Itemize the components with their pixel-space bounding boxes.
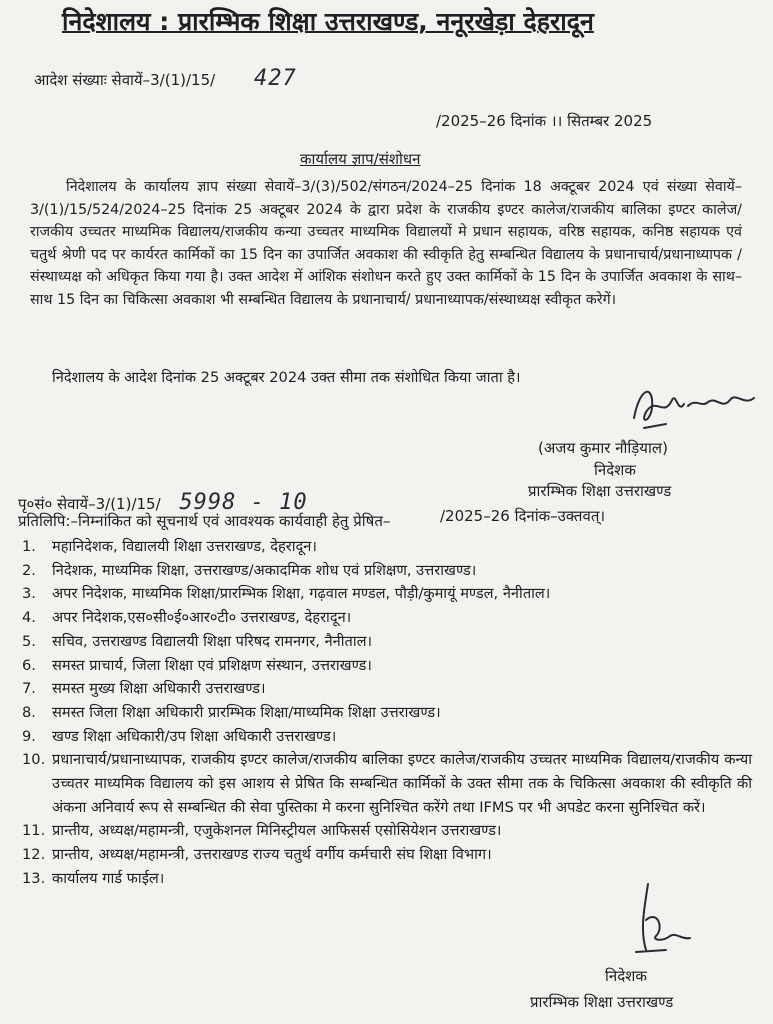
order-date: /2025–26 दिनांक ।। सितम्बर 2025 [436, 112, 653, 130]
copy-intro: प्रतिलिपि:–निम्नांकित को सूचनार्थ एवं आवश्यक कार्यवाही हेतु प्रेषित– [18, 512, 391, 530]
office-title: निदेशालय : प्रारम्भिक शिक्षा उत्तराखण्ड, ननूरखेड़ा देहरादून [62, 7, 594, 36]
list-item: 6. समस्त प्राचार्य, जिला शिक्षा एवं प्रशिक्षण संस्थान, उत्तराखण्ड। [22, 656, 372, 674]
list-item: 10. प्रधानाचार्य/प्रधानाध्यापक, राजकीय इण्टर कालेज/राजकीय बालिका इण्टर कालेज/राजकीय उच्चतर माध्यमिक विद्यालय/राजकीय कन्या उच्चतर माध्यमिक विद्यालय को इस आशय से प्रेषित कि सम्बन्धित कार्मिकों के उक्त सीमा तक के चिकित्सा अवकाश की स्वीकृति की अंकना अनिवार्य रूप से सम्बन्धित की सेवा पुस्तिका मे करना सुनिश्चित करेंगे तथा IFMS पर भी अपडेट करना सुनिश्चित करें। [22, 751, 752, 816]
list-item: 3. अपर निदेशक, माध्यमिक शिक्षा/प्रारम्भिक शिक्षा, गढ़वाल मण्डल, पौड़ी/कुमायूं मण्डल, नैनीताल। [22, 585, 551, 603]
signatory-name: (अजय कुमार नौड़ियाल) [538, 439, 668, 457]
list-item: 5. सचिव, उत्तराखण्ड विद्यालयी शिक्षा परिषद रामनगर, नैनीताल। [22, 632, 373, 650]
footer-department: प्रारम्भिक शिक्षा उत्तराखण्ड [530, 993, 674, 1011]
signature-mark [618, 880, 708, 960]
copy-date: /2025–26 दिनांक–उक्तवत्। [440, 507, 606, 525]
signatory-department: प्रारम्भिक शिक्षा उत्तराखण्ड [528, 482, 672, 500]
subject-heading: कार्यालय ज्ञाप/संशोधन [300, 150, 421, 168]
order-prefix: आदेश संख्याः सेवायें–3/(1)/15/ [34, 71, 216, 89]
list-item: 2. निदेशक, माध्यमिक शिक्षा, उत्तराखण्ड/अकादमिक शोध एवं प्रशिक्षण, उत्तराखण्ड। [22, 561, 477, 579]
amendment-paragraph: निदेशालय के आदेश दिनांक 25 अक्टूबर 2024 उक्त सीमा तक संशोधित किया जाता है। [52, 369, 521, 386]
recipient-list [22, 535, 752, 891]
order-handwritten-number: 427 [253, 66, 297, 91]
list-item: 12. प्रान्तीय, अध्यक्ष/महामन्त्री, उत्तराखण्ड राज्य चतुर्थ वर्गीय कर्मचारी संघ शिक्षा विभाग। [22, 846, 492, 864]
footer-title: निदेशक [605, 967, 647, 985]
signature-mark [626, 378, 766, 438]
copy-handwritten-number: 5998 - 10 [179, 490, 308, 515]
order-number-line [34, 66, 297, 91]
list-item: 4. अपर निदेशक,एस०सी०ई०आर०टी० उत्तराखण्ड, देहरादून। [22, 609, 352, 627]
list-item: 13. कार्यालय गार्ड फाईल। [22, 869, 165, 887]
list-item: 9. खण्ड शिक्षा अधिकारी/उप शिक्षा अधिकारी उत्तराखण्ड। [22, 727, 337, 745]
list-item: 11. प्रान्तीय, अध्यक्ष/महामन्त्री, एजुकेशनल मिनिस्ट्रीयल आफिसर्स एसोसियेशन उत्तराखण्ड। [22, 822, 502, 840]
main-paragraph: निदेशालय के कार्यालय ज्ञाप संख्या सेवायें–3/(3)/502/संगठन/2024–25 दिनांक 18 अक्टूबर 2024 एवं संख्या सेवायें–3/(1)/15/524/2024–25 दिनांक 25 अक्टूबर 2024 के द्वारा प्रदेश के राजकीय इण्टर कालेज/राजकीय बालिका इण्टर कालेज/राजकीय उच्चतर माध्यमिक विद्यालय/राजकीय कन्या उच्चतर माध्यमिक विद्यालयों मे प्रधान सहायक, वरिष्ठ सहायक, कनिष्ठ सहायक एवं चतुर्थ श्रेणी पद पर कार्यरत कार्मिकों का 15 दिन का उपार्जित अवकाश की स्वीकृति हेतु सम्बन्धित विद्यालय के प्रधानाचार्य/प्रधानाध्यापक /संस्थाध्यक्ष को अधिकृत किया गया है। उक्त आदेश में आंशिक संशोधन करते हुए उक्त कार्मिकों के 15 दिन के उपार्जित अवकाश के साथ–साथ 15 दिन का चिकित्सा अवकाश भी सम्बन्धित विद्यालय के प्रधानाचार्य/ प्रधानाध्यापक/संस्थाध्यक्ष स्वीकृत करेगें। [30, 179, 742, 308]
copy-prefix: पृ०सं० सेवायें–3/(1)/15/ [18, 495, 161, 513]
list-item: 8. समस्त जिला शिक्षा अधिकारी प्रारम्भिक शिक्षा/माध्यमिक शिक्षा उत्तराखण्ड। [22, 703, 441, 721]
signatory-title: निदेशक [594, 461, 636, 479]
list-item: 1. महानिदेशक, विद्यालयी शिक्षा उत्तराखण्ड, देहरादून। [22, 538, 317, 555]
list-item: 7. समस्त मुख्य शिक्षा अधिकारी उत्तराखण्ड। [22, 680, 266, 698]
